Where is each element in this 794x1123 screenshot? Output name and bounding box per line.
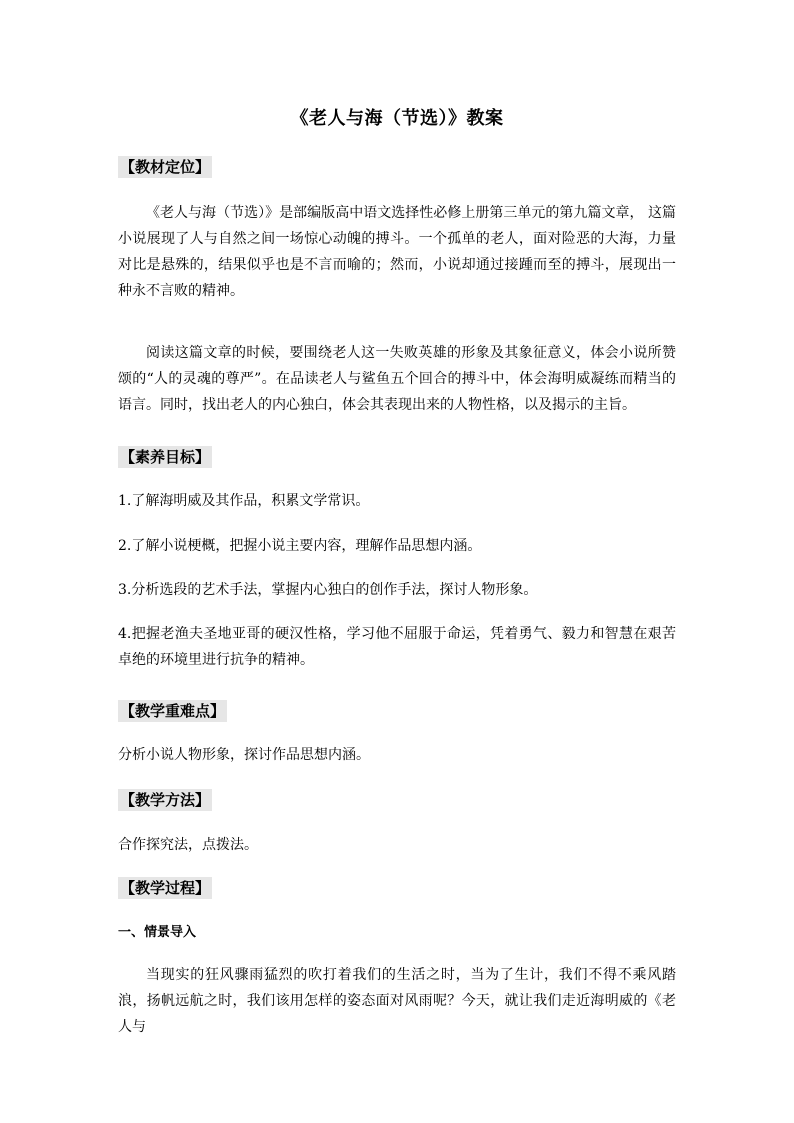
section-heading-goals: 【素养目标】 [120, 448, 211, 466]
section-heading-positioning: 【教材定位】 [120, 158, 211, 176]
section-heading-methods: 【教学方法】 [120, 791, 211, 809]
keypoints-text: 分析小说人物形象，探讨作品思想内涵。 [118, 747, 370, 763]
methods-text: 合作探究法，点拨法。 [118, 837, 258, 853]
goal-item-3: 3.分析选段的艺术手法，掌握内心独白的创作手法，探讨人物形象。 [118, 582, 538, 598]
goal-item-4: 4.把握老渔夫圣地亚哥的硬汉性格，学习他不屈服于命运，凭着勇气、毅力和智慧在艰苦卓绝的环境里进行抗争的精神。 [118, 626, 676, 668]
process-paragraph-1: 当现实的狂风骤雨猛烈的吹打着我们的生活之时，当为了生计，我们不得不乘风踏浪，扬帆远航之时，我们该用怎样的姿态面对风雨呢？今天，就让我们走近海明威的《老人与 [118, 967, 676, 1035]
section-heading-keypoints: 【教学重难点】 [120, 702, 226, 720]
process-subheading-1: 一、情景导入 [118, 925, 197, 940]
goal-item-1: 1.了解海明威及其作品，积累文学常识。 [118, 493, 370, 509]
section-heading-process: 【教学过程】 [120, 879, 211, 897]
document-title: 《老人与海（节选）》教案 [290, 108, 504, 129]
positioning-paragraph-2: 阅读这篇文章的时候，要围绕老人这一失败英雄的形象及其象征意义，体会小说所赞颂的“人的灵魂的尊严”。在品读老人与鲨鱼五个回合的搏斗中，体会海明威凝练而精当的语言。同时，找出老人的内心独白，体会其表现出来的人物性格，以及揭示的主旨。 [118, 345, 676, 413]
positioning-paragraph-1: 《老人与海（节选）》是部编版高中语文选择性必修上册第三单元的第九篇文章， 这篇小说展现了人与自然之间一场惊心动魄的搏斗。一个孤单的老人，面对险恶的大海，力量对比是悬殊的，结果似乎也是不言而喻的；然而，小说却通过接踵而至的搏斗，展现出一种永不言败的精神。 [118, 205, 676, 299]
goal-item-2: 2.了解小说梗概，把握小说主要内容，理解作品思想内涵。 [118, 538, 482, 554]
